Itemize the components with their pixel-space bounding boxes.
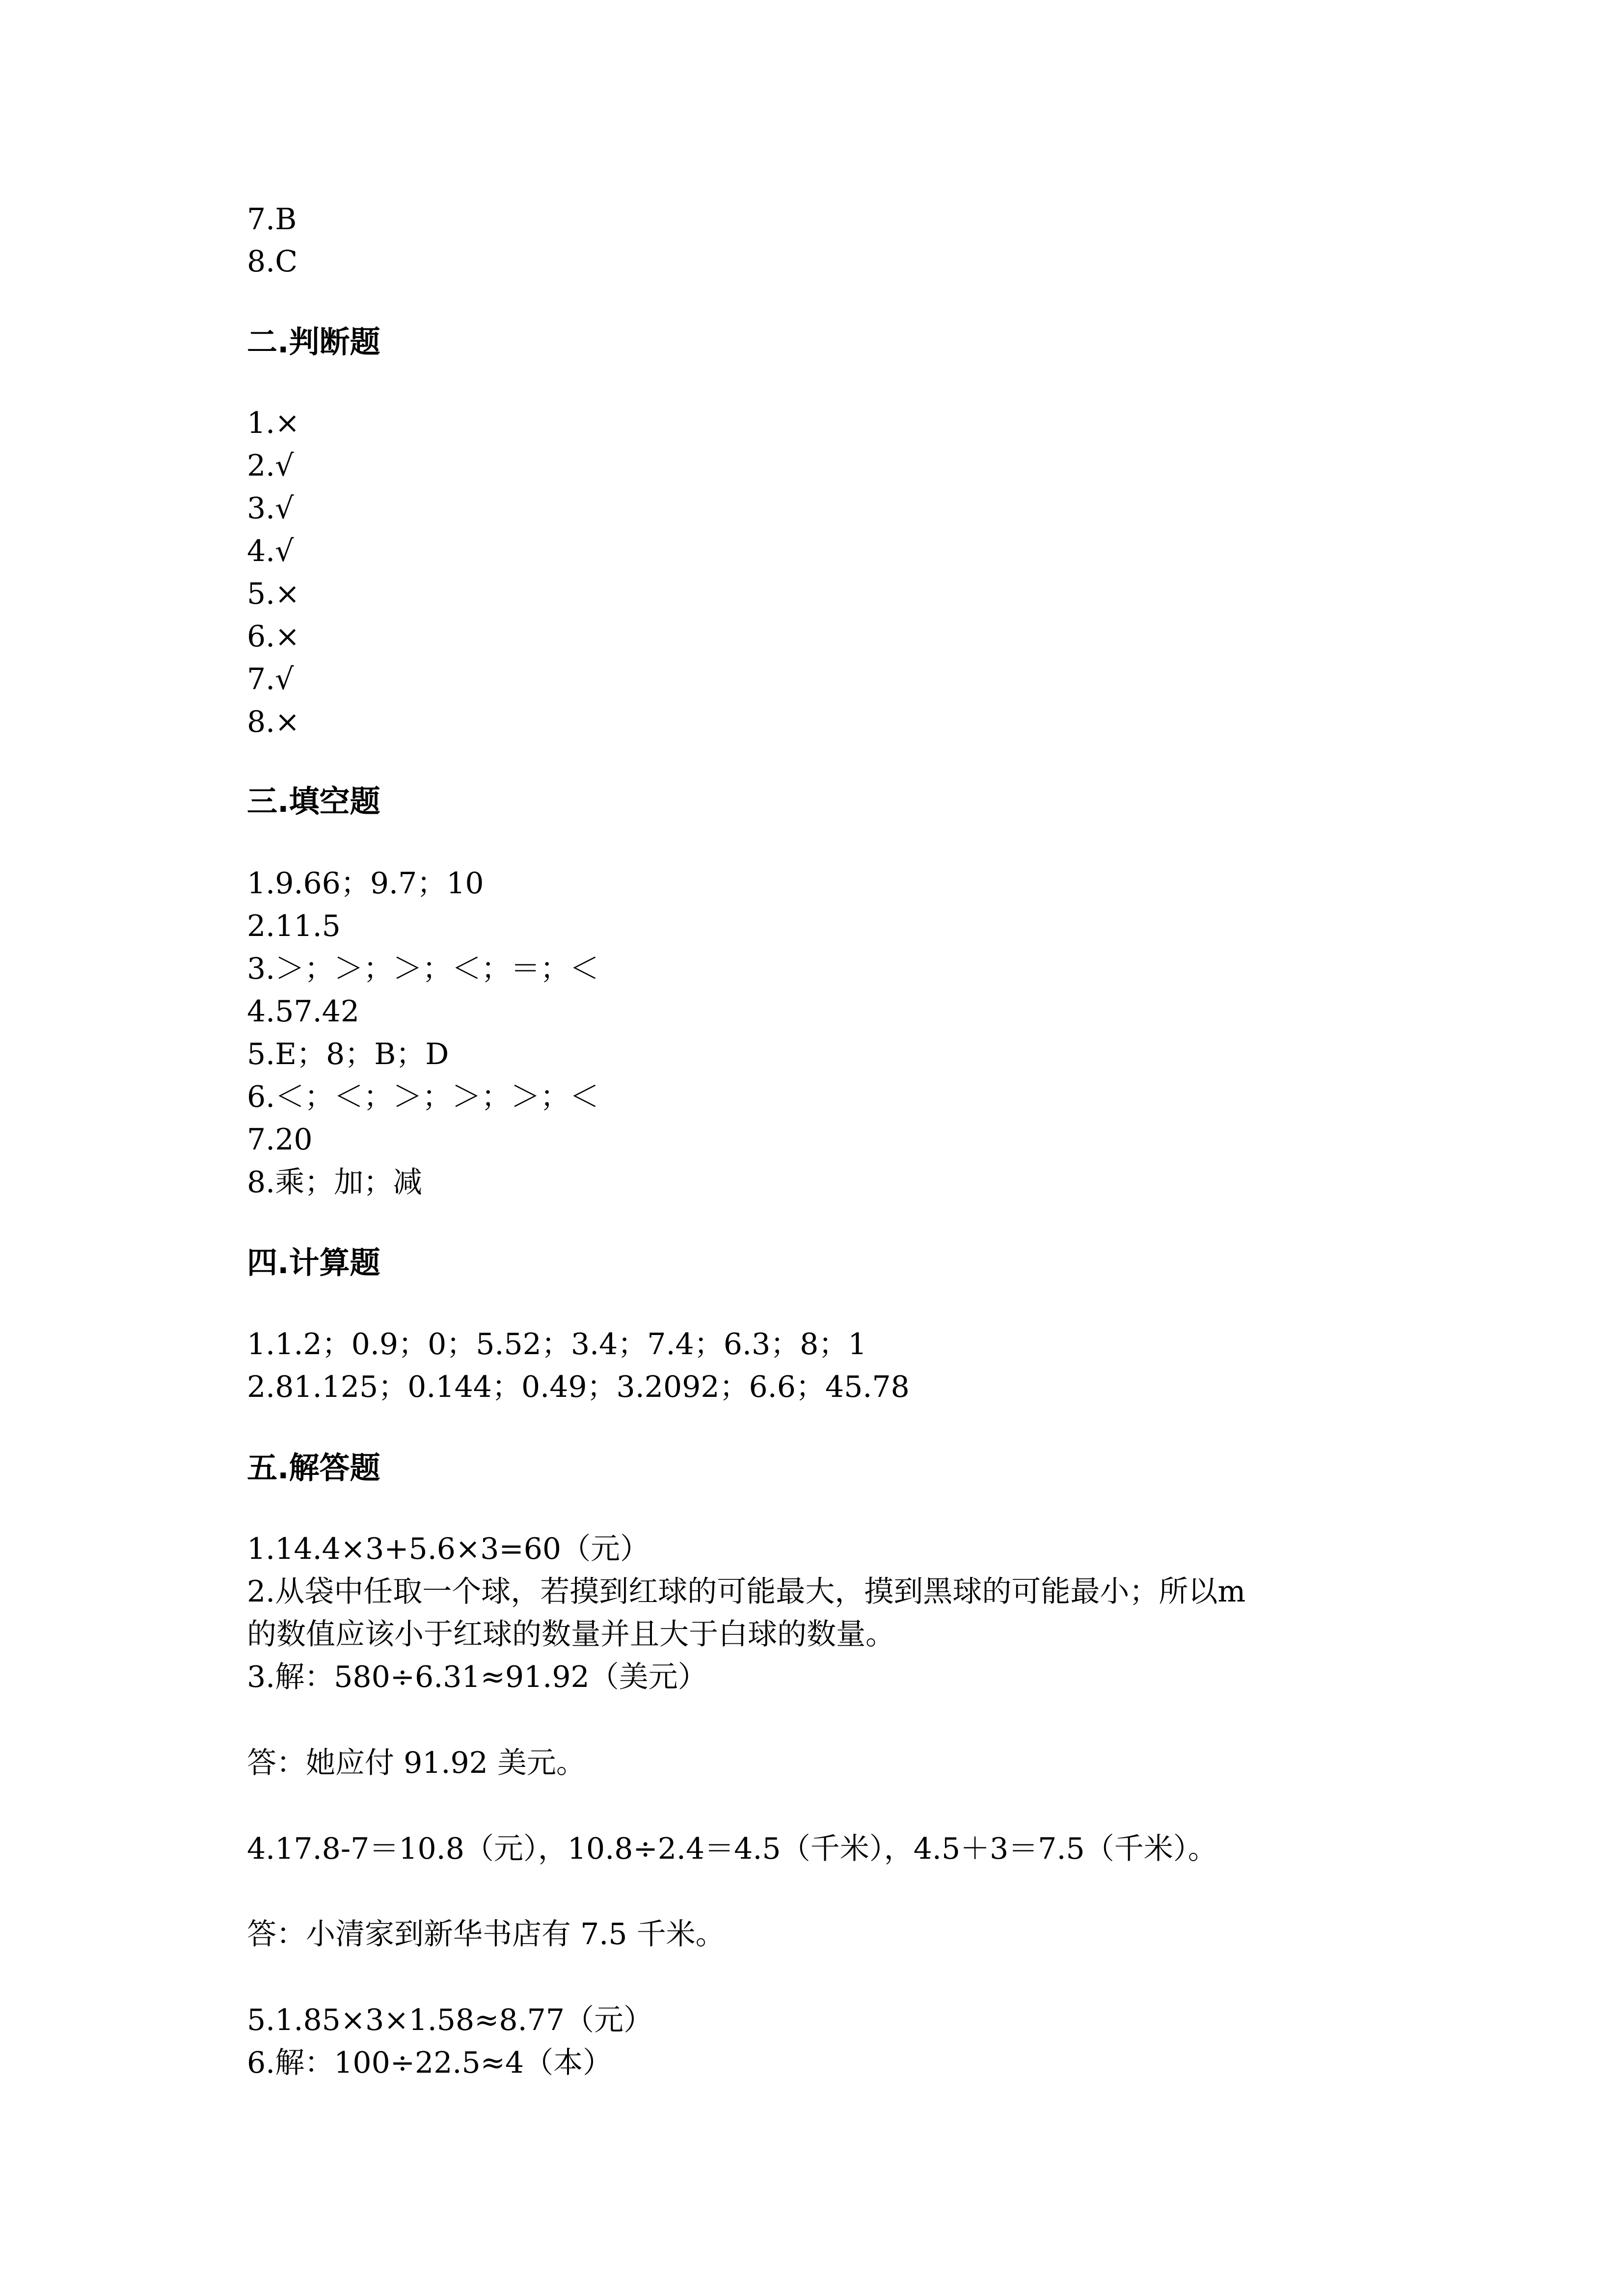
answer-line: 3.＞；＞；＞；＜；＝；＜ [247, 952, 599, 986]
answer-line: 6.＜；＜；＞；＞；＞；＜ [247, 1080, 599, 1114]
section-heading-calculation: 四.计算题 [247, 1245, 380, 1281]
answer-statement: 答：小清家到新华书店有 7.5 千米。 [247, 1917, 725, 1951]
answer-line: 4.17.8-7＝10.8（元），10.8÷2.4＝4.5（千米），4.5＋3＝7.5（千米）。 [247, 1832, 1218, 1866]
answer-line: 2.11.5 [247, 909, 341, 943]
answer-line: 1.1.2；0.9；0；5.52；3.4；7.4；6.3；8；1 [247, 1327, 867, 1362]
answer-line: 2.√ [247, 449, 294, 483]
answer-line: 3.√ [247, 491, 294, 526]
answer-line: 1.14.4×3+5.6×3=60（元） [247, 1532, 650, 1566]
answer-line: 5.× [247, 577, 300, 611]
answer-line: 1.× [247, 406, 300, 440]
answer-line: 1.9.66；9.7；10 [247, 866, 484, 901]
answer-line: 3.解：580÷6.31≈91.92（美元） [247, 1660, 707, 1694]
answer-line: 2.从袋中任取一个球，若摸到红球的可能最大，摸到黑球的可能最小；所以m [247, 1575, 1246, 1609]
answer-line: 5.E；8；B；D [247, 1037, 449, 1071]
answer-line: 4.57.42 [247, 994, 360, 1029]
answer-line: 6.× [247, 619, 300, 654]
answer-line: 7.20 [247, 1122, 313, 1157]
answer-line: 7.√ [247, 662, 294, 696]
section-heading-word-problems: 五.解答题 [247, 1450, 380, 1486]
answer-line: 6.解：100÷22.5≈4（本） [247, 2046, 613, 2080]
answer-line: 8.C [247, 244, 298, 279]
answer-line: 的数值应该小于红球的数量并且大于白球的数量。 [247, 1617, 895, 1652]
answer-line: 4.√ [247, 534, 294, 568]
answer-line: 7.B [247, 202, 297, 237]
answer-line: 5.1.85×3×1.58≈8.77（元） [247, 2003, 653, 2037]
answer-statement: 答：她应付 91.92 美元。 [247, 1746, 586, 1780]
answer-line: 8.乘；加；减 [247, 1165, 423, 1200]
section-heading-fill-blank: 三.填空题 [247, 783, 380, 819]
answer-line: 2.81.125；0.144；0.49；3.2092；6.6；45.78 [247, 1370, 910, 1404]
answer-line: 8.× [247, 705, 300, 739]
section-heading-judgement: 二.判断题 [247, 324, 380, 360]
